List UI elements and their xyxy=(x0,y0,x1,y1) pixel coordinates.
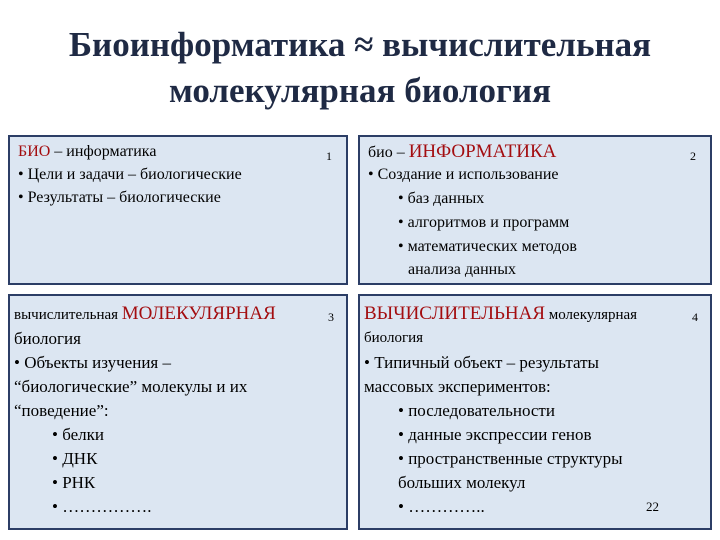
box1-heading-emph: БИО xyxy=(18,143,51,160)
box2-item-2: • баз данных xyxy=(398,190,485,207)
box2-heading-emph: ИНФОРМАТИКА xyxy=(408,141,557,162)
title-line-2: молекулярная биология xyxy=(168,71,552,110)
box3-number: 3 xyxy=(328,310,334,324)
slide-title xyxy=(0,22,720,114)
box2-heading xyxy=(368,141,556,163)
box4-heading-line2: биология xyxy=(364,330,424,346)
box2-item-5: анализа данных xyxy=(408,261,516,278)
box4-heading-emph: ВЫЧИСЛИТЕЛЬНАЯ xyxy=(364,303,545,324)
box1-item-2: • Результаты – биологические xyxy=(18,189,221,206)
box4-item-1: • Типичный объект – результаты xyxy=(364,353,599,372)
slide-number: 22 xyxy=(646,499,659,514)
box1-heading xyxy=(18,143,156,161)
box4-item-7: • ………….. xyxy=(398,497,485,516)
box4-item-2: массовых экспериментов: xyxy=(364,377,551,396)
box3-item-3: “поведение”: xyxy=(14,401,109,420)
title-line-1: Биоинформатика ≈ вычислительная xyxy=(68,25,652,64)
box2-item-1: • Создание и использование xyxy=(368,166,559,183)
box4-number: 4 xyxy=(692,310,698,324)
box4-item-6: больших молекул xyxy=(398,473,526,492)
box3-item-5: • ДНК xyxy=(52,449,98,468)
box1-number: 1 xyxy=(326,149,332,163)
box2-heading-pre: био – xyxy=(368,144,409,161)
box2-item-4: • математических методов xyxy=(398,238,577,255)
box-computational xyxy=(358,294,712,530)
box4-heading-rest: молекулярная xyxy=(545,307,638,323)
box3-item-2: “биологические” молекулы и их xyxy=(14,377,248,396)
box4-item-3: • последовательности xyxy=(398,401,555,420)
box-bio-informatics xyxy=(8,135,348,285)
box1-heading-rest: – информатика xyxy=(50,143,157,160)
box4-item-5: • пространственные структуры xyxy=(398,449,623,468)
box3-heading-pre: вычислительная xyxy=(14,307,122,323)
box3-item-6: • РНК xyxy=(52,473,96,492)
box4-item-4: • данные экспрессии генов xyxy=(398,425,592,444)
box2-number: 2 xyxy=(690,149,696,163)
box3-item-1: • Объекты изучения – xyxy=(14,353,171,372)
box-molecular xyxy=(8,294,348,530)
box2-item-3: • алгоритмов и программ xyxy=(398,214,570,231)
box3-item-7: • ……………. xyxy=(52,497,152,516)
box3-heading-emph: МОЛЕКУЛЯРНАЯ xyxy=(121,303,276,324)
box3-heading-line2: биология xyxy=(14,329,81,348)
box1-item-1: • Цели и задачи – биологические xyxy=(18,166,242,183)
box3-item-4: • белки xyxy=(52,425,105,444)
box-informatics xyxy=(358,135,712,285)
box4-heading xyxy=(364,303,637,325)
box3-heading xyxy=(14,303,276,325)
